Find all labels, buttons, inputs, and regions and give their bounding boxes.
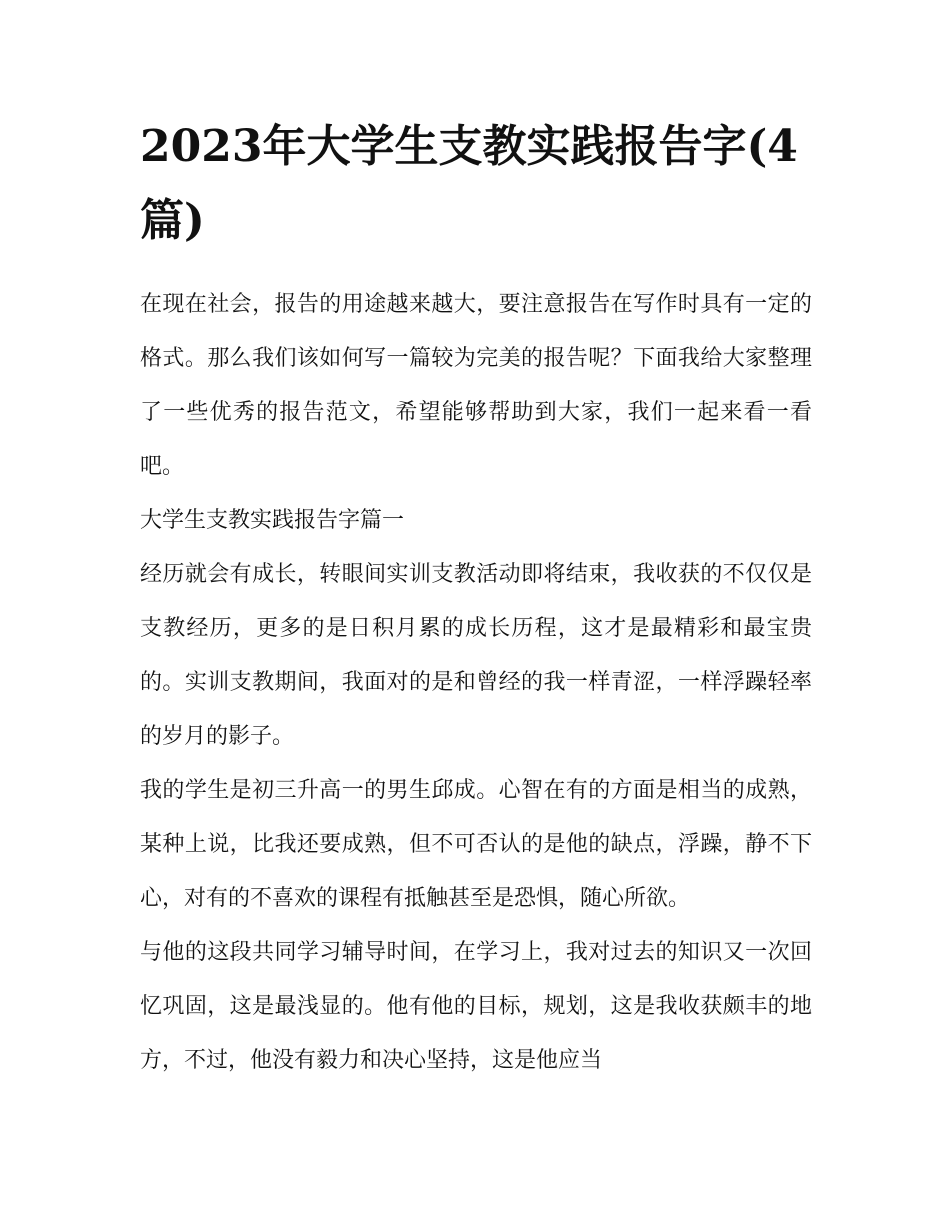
body-paragraph: 与他的这段共同学习辅导时间，在学习上，我对过去的知识又一次回忆巩固，这是最浅显的。他有他的目标，规划，这是我收获颇丰的地方，不过，他没有毅力和决心坚持，这是他应当: [140, 940, 812, 1073]
document-title: 2023年大学生支教实践报告字(4篇): [140, 121, 798, 246]
body-paragraph: 我的学生是初三升高一的男生邱成。心智在有的方面是相当的成熟，某种上说，比我还要成熟，但不可否认的是他的缺点，浮躁，静不下心，对有的不喜欢的课程有抵触甚至是恐惧，随心所欲。: [140, 778, 812, 911]
body-paragraph: 经历就会有成长，转眼间实训支教活动即将结束，我收获的不仅仅是支教经历，更多的是日积月累的成长历程，这才是最精彩和最宝贵的。实训支教期间，我面对的是和曾经的我一样青涩，一样浮躁轻率的岁月的影子。: [140, 562, 812, 749]
section-heading: 大学生支教实践报告字篇一: [140, 508, 405, 533]
document-body: [140, 278, 812, 1088]
document-page: [140, 110, 812, 1088]
intro-paragraph: 在现在社会，报告的用途越来越大，要注意报告在写作时具有一定的格式。那么我们该如何写一篇较为完美的报告呢？下面我给大家整理了一些优秀的报告范文，希望能够帮助到大家，我们一起来看一看吧。: [140, 292, 812, 479]
